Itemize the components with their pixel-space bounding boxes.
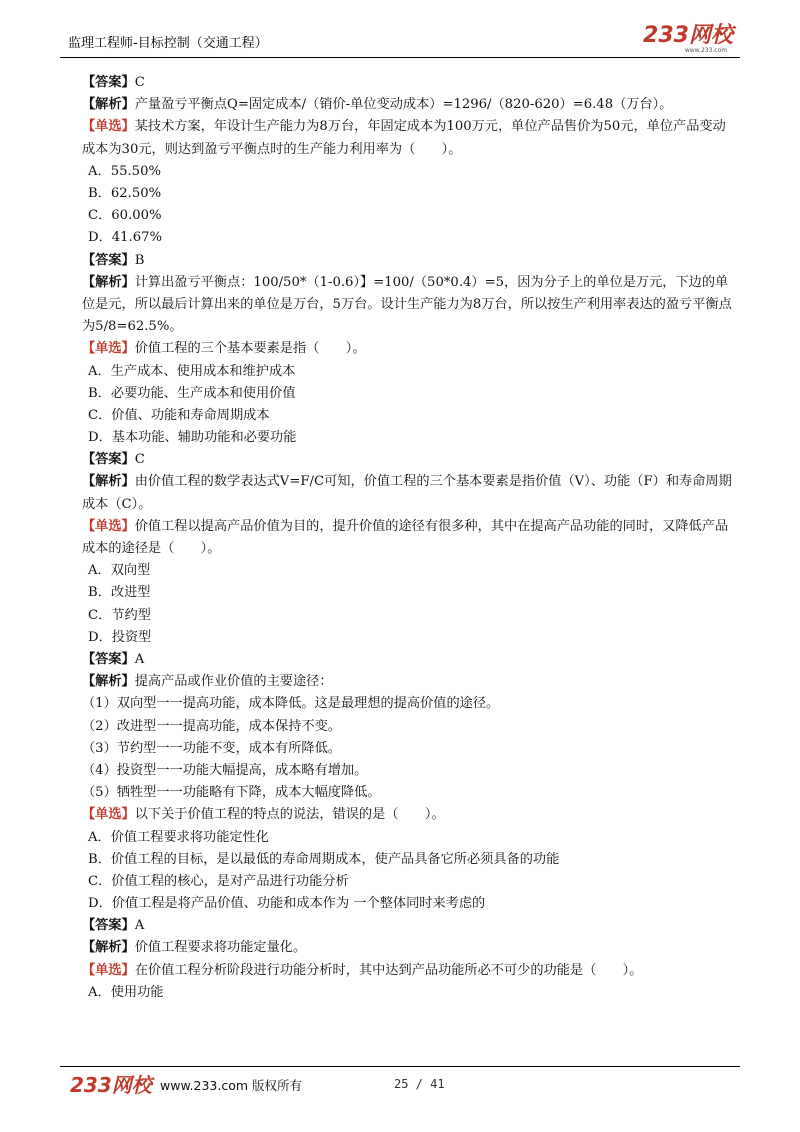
section-tag: 【解析】 — [82, 274, 135, 290]
question-type-tag: 【单选】 — [82, 962, 135, 978]
section-tag: 【解析】 — [82, 940, 135, 956]
option-line — [68, 693, 738, 715]
brand-logo-text: 233网校 — [643, 23, 733, 48]
question-type-tag: 【单选】 — [82, 119, 135, 135]
question-line — [68, 804, 738, 826]
question-line — [68, 516, 738, 560]
analysis-line — [68, 272, 738, 339]
line-text: D．基本功能、辅助功能和必要功能 — [88, 430, 297, 446]
option-line — [68, 871, 738, 893]
line-text: C．价值、功能和寿命周期成本 — [88, 407, 270, 423]
line-text: A — [134, 652, 145, 668]
option-line — [68, 183, 738, 205]
footer-logo — [66, 1072, 158, 1096]
answer-line — [68, 449, 738, 471]
line-text: 在价值工程分析阶段进行功能分析时，其中达到产品功能所必不可少的功能是（ ）。 — [134, 962, 643, 978]
copyright-text: www.233.com 版权所有 — [160, 1078, 302, 1093]
line-text: B．必要功能、生产成本和使用价值 — [88, 385, 296, 401]
line-text: 由价值工程的数学表达式V=F/C可知，价值工程的三个基本要素是指价值（V）、功能（F）和寿命周期成本（C）。 — [82, 474, 732, 512]
page-footer — [60, 1070, 740, 1100]
footer-divider — [60, 1066, 740, 1067]
option-line — [68, 383, 738, 405]
analysis-line — [68, 94, 738, 116]
line-text: 产量盈亏平衡点Q=固定成本/（销价-单位变动成本）=1296/（820-620）=6.48（万台）。 — [134, 97, 673, 113]
answer-line — [68, 72, 738, 94]
line-text: B — [134, 252, 145, 268]
line-text: 计算出盈亏平衡点：100/50*（1-0.6）】=100/（50*0.4）=5，因为分子上的单位是万元，下边的单位是元，所以最后计算出来的单位是万台，5万台。设计生产能力为8万台，所以按生产利用率表达的盈亏平衡点为5/8=62.5%。 — [82, 274, 732, 335]
option-line — [68, 205, 738, 227]
line-text: C — [134, 75, 145, 90]
analysis-line — [68, 671, 738, 693]
option-line — [68, 627, 738, 649]
line-text: 提高产品或作业价值的主要途径： — [134, 674, 333, 690]
analysis-line — [68, 937, 738, 959]
line-text: （1）双向型一一提高功能，成本降低。这是最理想的提高价值的途径。 — [82, 696, 500, 712]
option-line — [68, 849, 738, 871]
line-text: （4）投资型一一功能大幅提高，成本略有增加。 — [82, 762, 368, 778]
analysis-line — [68, 471, 738, 515]
line-text: 以下关于价值工程的特点的说法，错误的是（ ）。 — [134, 807, 445, 823]
option-line — [68, 827, 738, 849]
line-text: C — [134, 452, 145, 468]
section-tag: 【答案】 — [82, 918, 135, 934]
option-line — [68, 893, 738, 915]
line-text: 价值工程要求将功能定量化。 — [134, 940, 307, 956]
line-text: B．62.50% — [88, 185, 162, 201]
line-text: 价值工程的三个基本要素是指（ ）。 — [134, 341, 366, 357]
line-text: A．双向型 — [88, 563, 151, 579]
answer-line — [68, 649, 738, 671]
option-line — [68, 427, 738, 449]
line-text: B．改进型 — [88, 585, 151, 601]
document-title: 监理工程师-目标控制（交通工程） — [68, 36, 268, 51]
option-line — [68, 560, 738, 582]
answer-line — [68, 250, 738, 272]
option-line — [68, 161, 738, 183]
brand-logo — [636, 20, 740, 54]
option-line — [68, 716, 738, 738]
line-text: （5）牺牲型一一功能略有下降，成本大幅度降低。 — [82, 785, 381, 801]
line-text: 价值工程以提高产品价值为目的，提升价值的途径有很多种，其中在提高产品功能的同时，又降低产品成本的途径是（ ）。 — [82, 518, 729, 557]
question-type-tag: 【单选】 — [82, 341, 135, 357]
footer-logo-text: 233网校 — [70, 1073, 152, 1096]
line-text: （2）改进型一一提高功能，成本保持不变。 — [82, 718, 341, 734]
page-header — [60, 20, 740, 56]
page-number: 25 / 41 — [394, 1077, 445, 1091]
section-tag: 【答案】 — [82, 252, 135, 268]
section-tag: 【答案】 — [82, 652, 135, 668]
option-line — [68, 760, 738, 782]
option-line — [68, 582, 738, 604]
brand-logo-url: www.233.com — [684, 47, 728, 54]
question-line — [68, 116, 738, 160]
line-text: C．价值工程的核心，是对产品进行功能分析 — [88, 873, 349, 889]
line-text: A．价值工程要求将功能定性化 — [88, 829, 269, 845]
section-tag: 【解析】 — [82, 474, 135, 490]
line-text: A．生产成本、使用成本和维护成本 — [88, 363, 296, 379]
line-text: A．55.50% — [88, 163, 161, 179]
line-text: D．41.67% — [88, 230, 163, 246]
question-type-tag: 【单选】 — [82, 518, 135, 534]
question-line — [68, 338, 738, 360]
question-line — [68, 960, 738, 982]
question-type-tag: 【单选】 — [82, 807, 135, 823]
section-tag: 【解析】 — [82, 674, 135, 690]
page-content — [68, 72, 738, 1004]
option-line — [68, 982, 738, 1004]
option-line — [68, 605, 738, 627]
option-line — [68, 782, 738, 804]
line-text: D．价值工程是将产品价值、功能和成本作为 一个整体同时来考虑的 — [88, 896, 486, 912]
line-text: （3）节约型一一功能不变，成本有所降低。 — [82, 740, 341, 756]
line-text: B．价值工程的目标，是以最低的寿命周期成本，使产品具备它所必须具备的功能 — [88, 851, 560, 867]
line-text: D．投资型 — [88, 629, 152, 645]
line-text: 某技术方案，年设计生产能力为8万台，年固定成本为100万元，单位产品售价为50元，单位产品变动成本为30元，则达到盈亏平衡点时的生产能力利用率为（ ）。 — [82, 119, 726, 157]
option-line — [68, 405, 738, 427]
line-text: A — [134, 918, 145, 934]
answer-line — [68, 915, 738, 937]
line-text: C．60.00% — [88, 208, 162, 224]
header-divider — [60, 57, 740, 58]
option-line — [68, 738, 738, 760]
section-tag: 【解析】 — [82, 97, 135, 113]
section-tag: 【答案】 — [82, 452, 135, 468]
line-text: A．使用功能 — [88, 984, 164, 1000]
section-tag: 【答案】 — [82, 75, 135, 90]
option-line — [68, 227, 738, 249]
line-text: C．节约型 — [88, 607, 151, 623]
option-line — [68, 361, 738, 383]
